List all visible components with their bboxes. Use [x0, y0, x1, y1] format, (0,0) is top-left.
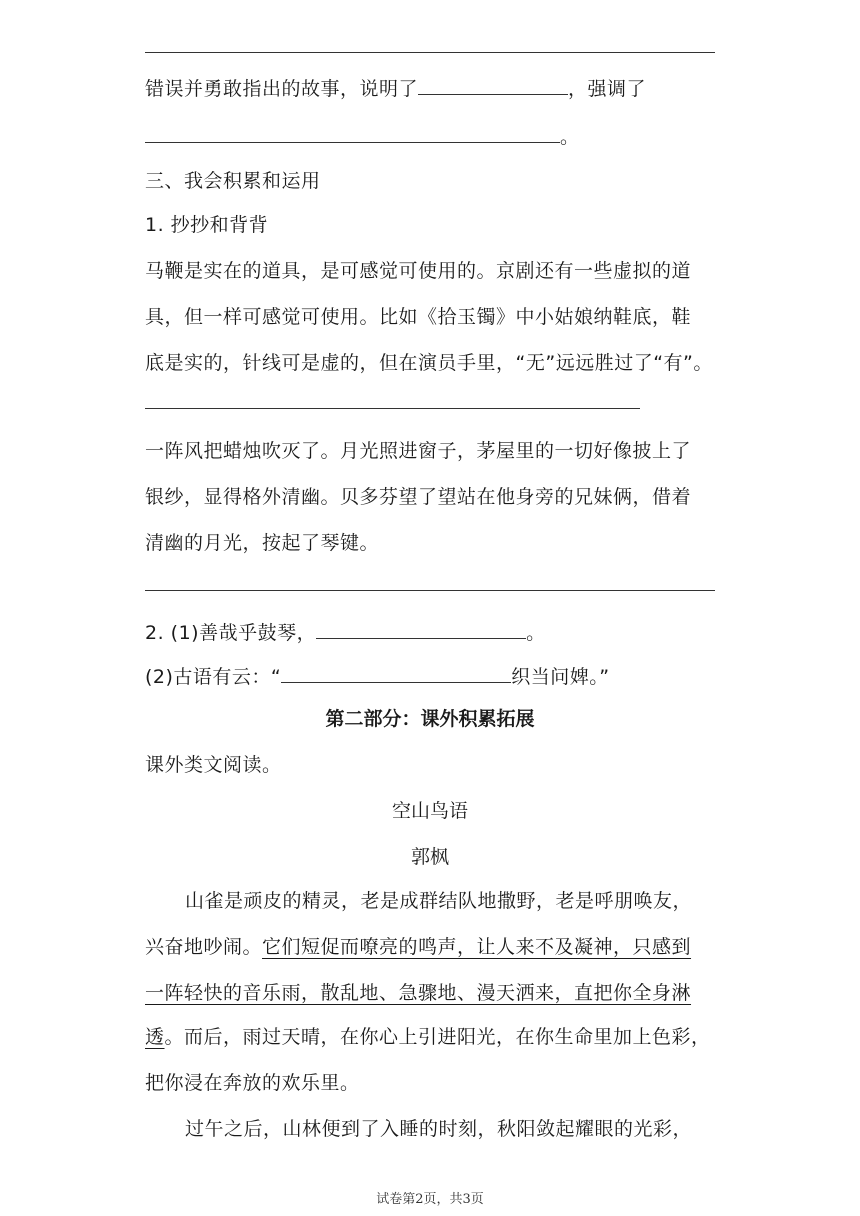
prev-question-text-mid: ，强调了 [568, 78, 647, 100]
question-text-end: 。 [526, 622, 546, 644]
question-text-end: 织当问婢。” [511, 666, 610, 688]
passage-line: 一阵风把蜡烛吹灭了。月光照进窗子，茅屋里的一切好像披上了 [145, 440, 692, 462]
page-footer: 试卷第2页，共3页 [376, 1192, 484, 1207]
question-text: 2. (1)善哉乎鼓琴， [145, 622, 317, 644]
prev-question-line-1 [145, 76, 646, 102]
article-title: 空山鸟语 [391, 800, 468, 822]
answer-blank[interactable] [418, 76, 568, 95]
reading-intro: 课外类文阅读。 [145, 754, 282, 776]
answer-blank[interactable] [281, 664, 511, 683]
question-text: (2)古语有云：“ [145, 666, 282, 688]
question-2-1 [145, 620, 546, 646]
article-line [145, 980, 691, 1006]
underlined-sentence: 一阵轻快的音乐雨，散乱地、急骤地、漫天洒来，直把你全身淋 [145, 982, 692, 1004]
prev-question-line-2 [145, 124, 580, 150]
article-author: 郭枫 [410, 846, 449, 868]
passage-line: 具，但一样可感觉可使用。比如《拾玉镯》中小姑娘纳鞋底，鞋 [145, 306, 692, 328]
article-line [145, 1024, 711, 1050]
underlined-sentence: 透 [145, 1026, 165, 1048]
question-2-2 [145, 664, 610, 690]
section-heading: 三、我会积累和运用 [145, 170, 321, 192]
passage-line: 马鞭是实在的道具，是可感觉可使用的。京剧还有一些虚拟的道 [145, 260, 692, 282]
passage-line: 底是实的，针线可是虚的，但在演员手里，“无”远远胜过了“有”。 [145, 352, 713, 374]
answer-line[interactable] [145, 408, 640, 409]
item-title: 1. 抄抄和背背 [145, 214, 269, 236]
prev-question-end: 。 [560, 126, 580, 148]
answer-line[interactable] [145, 590, 715, 591]
passage-line: 清幽的月光，按起了琴键。 [145, 532, 380, 554]
part-heading: 第二部分：课外积累拓展 [325, 708, 535, 730]
answer-blank[interactable] [145, 124, 560, 143]
underlined-sentence: 它们短促而嘹亮的鸣声，让人来不及凝神，只感到 [262, 936, 692, 958]
article-line [145, 934, 691, 960]
article-line: 把你浸在奔放的欢乐里。 [145, 1072, 360, 1094]
article-line: 山雀是顽皮的精灵，老是成群结队地撒野，老是呼朋唤友， [185, 890, 693, 912]
article-line: 过午之后，山林便到了入睡的时刻，秋阳敛起耀眼的光彩， [185, 1118, 693, 1140]
passage-line: 银纱，显得格外清幽。贝多芬望了望站在他身旁的兄妹俩，借着 [145, 486, 692, 508]
article-text: 。而后，雨过天晴，在你心上引进阳光，在你生命里加上色彩， [164, 1026, 711, 1048]
prev-question-text: 错误并勇敢指出的故事，说明了 [145, 78, 419, 100]
answer-blank[interactable] [316, 620, 526, 639]
article-text: 兴奋地吵闹。 [145, 936, 263, 958]
answer-line-top [145, 52, 715, 53]
